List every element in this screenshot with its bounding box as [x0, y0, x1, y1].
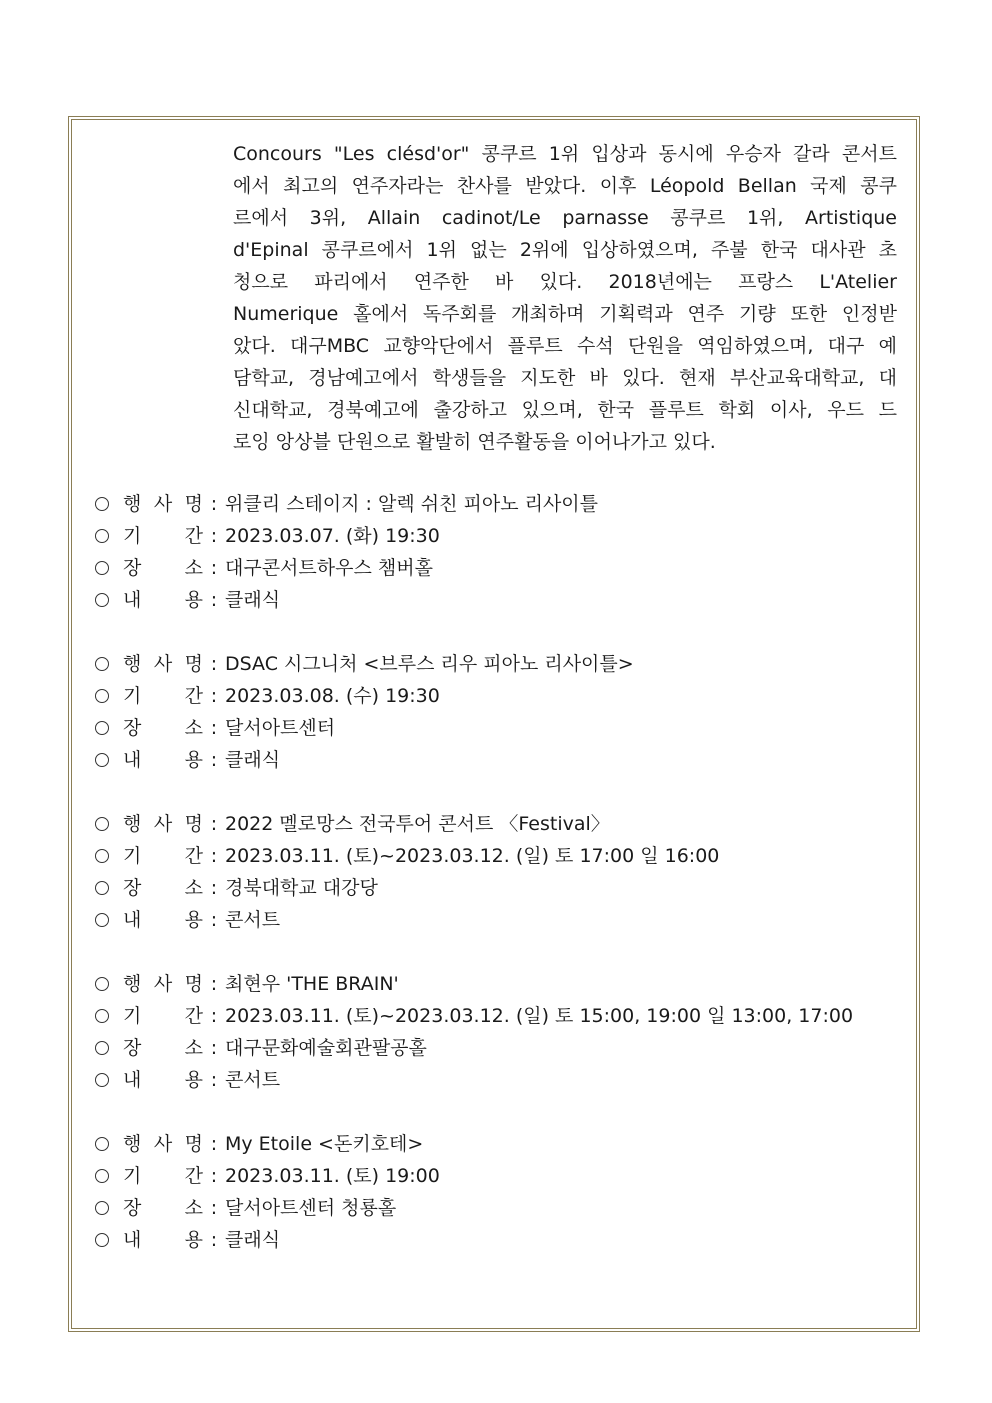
label-colon: :	[210, 749, 218, 771]
label-char: 내	[123, 749, 142, 771]
circle-bullet-icon	[95, 817, 109, 831]
event-entry	[95, 1128, 905, 1256]
label-colon: :	[210, 525, 218, 547]
event-venue-value: 대구콘서트하우스 챔버홀	[225, 557, 433, 579]
event-content-value: 클래식	[225, 1229, 281, 1251]
circle-bullet-icon	[95, 721, 109, 735]
event-venue-label	[123, 1032, 203, 1064]
circle-bullet-icon	[95, 1233, 109, 1247]
label-char: 기	[123, 1005, 142, 1027]
label-char: 기	[123, 685, 142, 707]
event-venue-row	[95, 712, 905, 744]
label-char: 간	[184, 1005, 203, 1027]
label-colon: :	[210, 717, 218, 739]
label-char: 간	[184, 845, 203, 867]
event-name-label	[123, 808, 203, 840]
biography-line: Concours "Les clésd'or" 콩쿠르 1위 입상과 동시에 우승자 갈라 콘서트	[233, 143, 897, 165]
event-period-row	[95, 1000, 905, 1032]
event-period-value: 2023.03.11. (토)~2023.03.12. (일) 토 17:00 일 16:00	[225, 845, 720, 867]
event-name-value: 2022 멜로망스 전국투어 콘서트 〈Festival〉	[225, 813, 610, 835]
circle-bullet-icon	[95, 1137, 109, 1151]
biography-line: Numerique 홀에서 독주회를 개최하며 기획력과 연주 기량 또한 인정받	[233, 303, 897, 325]
event-content-label	[123, 904, 203, 936]
label-char: 용	[184, 589, 203, 611]
circle-bullet-icon	[95, 1169, 109, 1183]
circle-bullet-icon	[95, 497, 109, 511]
circle-bullet-icon	[95, 689, 109, 703]
event-content-label	[123, 1224, 203, 1256]
circle-bullet-icon	[95, 1201, 109, 1215]
circle-bullet-icon	[95, 657, 109, 671]
circle-bullet-icon	[95, 977, 109, 991]
event-name-row	[95, 488, 905, 520]
event-content-value: 콘서트	[225, 1069, 281, 1091]
event-name-value: 위클리 스테이지 : 알렉 쉬친 피아노 리사이틀	[225, 493, 599, 515]
event-period-row	[95, 680, 905, 712]
label-char: 내	[123, 589, 142, 611]
circle-bullet-icon	[95, 913, 109, 927]
event-venue-row	[95, 1032, 905, 1064]
event-content-value: 클래식	[225, 589, 281, 611]
label-char: 사	[153, 813, 173, 835]
event-venue-label	[123, 872, 203, 904]
biography-line: 청으로 파리에서 연주한 바 있다. 2018년에는 프랑스 L'Atelier	[233, 271, 897, 293]
event-period-label	[123, 680, 203, 712]
biography-line: d'Epinal 콩쿠르에서 1위 없는 2위에 입상하였으며, 주불 한국 대사관 초	[233, 239, 897, 261]
biography-line: 르에서 3위, Allain cadinot/Le parnasse 콩쿠르 1위, Artistique	[233, 207, 897, 229]
event-venue-value: 경북대학교 대강당	[225, 877, 378, 899]
event-content-row	[95, 904, 905, 936]
circle-bullet-icon	[95, 881, 109, 895]
label-char: 명	[184, 973, 203, 995]
event-content-label	[123, 1064, 203, 1096]
event-venue-label	[123, 552, 203, 584]
biography-paragraph	[233, 138, 897, 458]
label-colon: :	[210, 1005, 218, 1027]
circle-bullet-icon	[95, 849, 109, 863]
event-name-row	[95, 968, 905, 1000]
label-colon: :	[210, 493, 218, 515]
label-char: 행	[123, 813, 142, 835]
label-colon: :	[210, 685, 218, 707]
event-content-row	[95, 1224, 905, 1256]
circle-bullet-icon	[95, 1073, 109, 1087]
label-colon: :	[210, 589, 218, 611]
event-name-value: My Etoile <돈키호테>	[225, 1133, 424, 1155]
label-colon: :	[210, 1197, 218, 1219]
event-content-row	[95, 744, 905, 776]
event-name-value: 최현우 'THE BRAIN'	[225, 973, 399, 995]
label-char: 용	[184, 1069, 203, 1091]
label-char: 행	[123, 493, 142, 515]
event-name-label	[123, 648, 203, 680]
event-venue-value: 달서아트센터 청룡홀	[225, 1197, 397, 1219]
label-char: 내	[123, 1229, 142, 1251]
event-content-label	[123, 744, 203, 776]
event-venue-row	[95, 552, 905, 584]
event-name-row	[95, 808, 905, 840]
event-venue-value: 달서아트센터	[225, 717, 336, 739]
label-char: 소	[184, 877, 203, 899]
event-period-value: 2023.03.11. (토) 19:00	[225, 1165, 440, 1187]
label-colon: :	[210, 653, 218, 675]
circle-bullet-icon	[95, 753, 109, 767]
event-name-row	[95, 1128, 905, 1160]
event-name-value: DSAC 시그니처 <브루스 리우 피아노 리사이틀>	[225, 653, 634, 675]
label-char: 용	[184, 749, 203, 771]
event-entry	[95, 488, 905, 616]
biography-line: 았다. 대구MBC 교향악단에서 플루트 수석 단원을 역임하였으며, 대구 예	[233, 335, 897, 357]
label-char: 기	[123, 845, 142, 867]
label-char: 사	[153, 1133, 173, 1155]
event-content-value: 콘서트	[225, 909, 281, 931]
label-colon: :	[210, 845, 218, 867]
label-char: 간	[184, 1165, 203, 1187]
label-char: 사	[153, 653, 173, 675]
label-colon: :	[210, 1165, 218, 1187]
event-list	[95, 488, 905, 1288]
label-char: 행	[123, 653, 142, 675]
label-colon: :	[210, 877, 218, 899]
label-char: 명	[184, 493, 203, 515]
label-colon: :	[210, 1037, 218, 1059]
label-colon: :	[210, 973, 218, 995]
event-period-value: 2023.03.07. (화) 19:30	[225, 525, 440, 547]
label-char: 소	[184, 1037, 203, 1059]
label-colon: :	[210, 909, 218, 931]
label-char: 장	[123, 877, 142, 899]
label-char: 명	[184, 1133, 203, 1155]
event-period-label	[123, 840, 203, 872]
circle-bullet-icon	[95, 593, 109, 607]
event-entry	[95, 648, 905, 776]
event-period-label	[123, 1000, 203, 1032]
event-entry	[95, 968, 905, 1096]
label-char: 내	[123, 909, 142, 931]
label-char: 장	[123, 1197, 142, 1219]
label-char: 소	[184, 557, 203, 579]
event-content-row	[95, 1064, 905, 1096]
biography-line: 담학교, 경남예고에서 학생들을 지도한 바 있다. 현재 부산교육대학교, 대	[233, 367, 897, 389]
event-period-label	[123, 1160, 203, 1192]
label-char: 용	[184, 909, 203, 931]
label-char: 사	[153, 493, 173, 515]
label-char: 소	[184, 1197, 203, 1219]
label-char: 용	[184, 1229, 203, 1251]
label-char: 간	[184, 685, 203, 707]
label-char: 장	[123, 717, 142, 739]
event-venue-row	[95, 872, 905, 904]
label-char: 행	[123, 973, 142, 995]
label-char: 장	[123, 557, 142, 579]
event-period-row	[95, 840, 905, 872]
label-char: 기	[123, 1165, 142, 1187]
event-period-label	[123, 520, 203, 552]
circle-bullet-icon	[95, 1009, 109, 1023]
label-char: 장	[123, 1037, 142, 1059]
circle-bullet-icon	[95, 1041, 109, 1055]
label-char: 간	[184, 525, 203, 547]
label-colon: :	[210, 1133, 218, 1155]
label-char: 행	[123, 1133, 142, 1155]
label-char: 내	[123, 1069, 142, 1091]
label-colon: :	[210, 813, 218, 835]
label-char: 명	[184, 653, 203, 675]
event-venue-label	[123, 712, 203, 744]
label-colon: :	[210, 1229, 218, 1251]
event-period-row	[95, 520, 905, 552]
event-period-row	[95, 1160, 905, 1192]
event-name-label	[123, 488, 203, 520]
label-colon: :	[210, 557, 218, 579]
label-colon: :	[210, 1069, 218, 1091]
event-content-row	[95, 584, 905, 616]
circle-bullet-icon	[95, 529, 109, 543]
event-name-label	[123, 1128, 203, 1160]
event-venue-value: 대구문화예술회관팔공홀	[225, 1037, 427, 1059]
label-char: 소	[184, 717, 203, 739]
biography-line: 로잉 앙상블 단원으로 활발히 연주활동을 이어나가고 있다.	[233, 431, 716, 453]
label-char: 명	[184, 813, 203, 835]
event-content-value: 클래식	[225, 749, 281, 771]
event-venue-label	[123, 1192, 203, 1224]
event-venue-row	[95, 1192, 905, 1224]
event-content-label	[123, 584, 203, 616]
event-period-value: 2023.03.11. (토)~2023.03.12. (일) 토 15:00, 19:00 일 13:00, 17:00	[225, 1005, 854, 1027]
label-char: 사	[153, 973, 173, 995]
event-entry	[95, 808, 905, 936]
biography-line: 신대학교, 경북예고에 출강하고 있으며, 한국 플루트 학회 이사, 우드 드	[233, 399, 897, 421]
event-name-label	[123, 968, 203, 1000]
event-name-row	[95, 648, 905, 680]
biography-line: 에서 최고의 연주자라는 찬사를 받았다. 이후 Léopold Bellan 국제 콩쿠	[233, 175, 897, 197]
label-char: 기	[123, 525, 142, 547]
circle-bullet-icon	[95, 561, 109, 575]
event-period-value: 2023.03.08. (수) 19:30	[225, 685, 440, 707]
